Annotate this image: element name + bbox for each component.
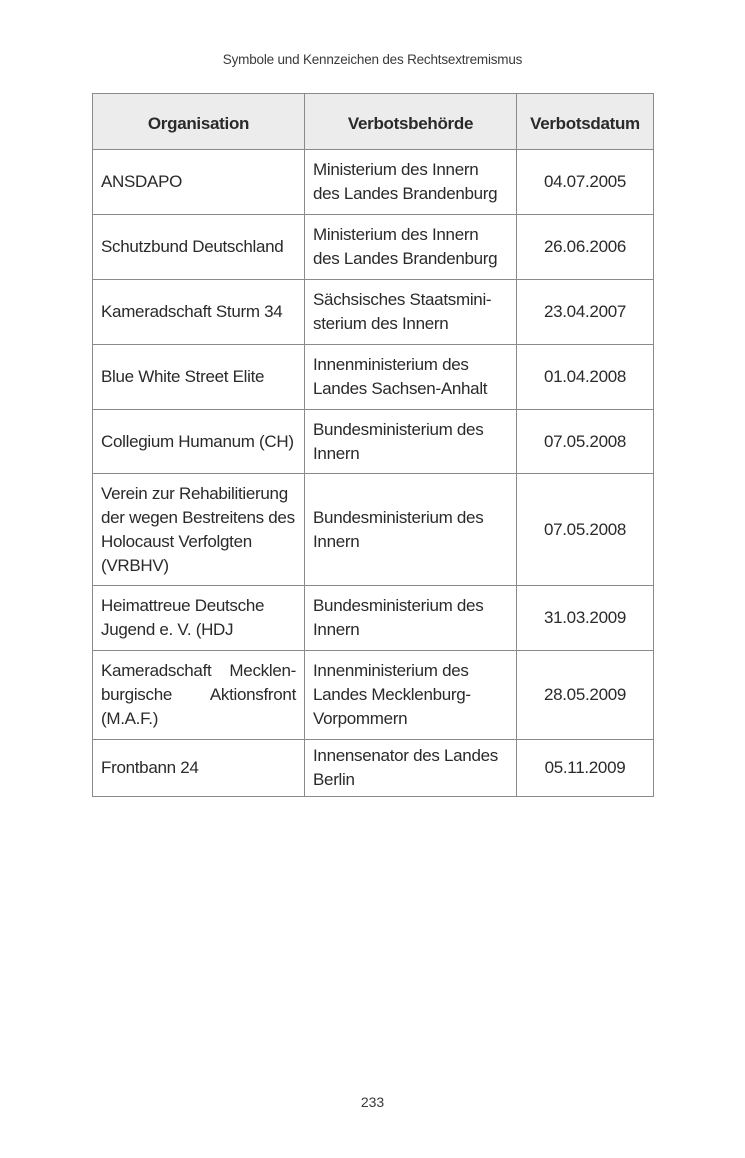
date-cell: 01.04.2008 [517, 345, 654, 410]
table-header-row [93, 94, 654, 150]
organisation-cell: Blue White Street Elite [93, 345, 305, 410]
ban-table [92, 93, 654, 797]
date-cell: 04.07.2005 [517, 150, 654, 215]
authority-cell: Bundesministerium des Innern [305, 474, 517, 586]
date-cell: 23.04.2007 [517, 280, 654, 345]
table-row [93, 215, 654, 280]
organisation-cell: Frontbann 24 [93, 740, 305, 797]
authority-cell: Sächsisches Staatsmini-sterium des Innern [305, 280, 517, 345]
table-row [93, 280, 654, 345]
column-header-authority: Verbotsbehörde [305, 94, 517, 150]
organisation-cell: ANSDAPO [93, 150, 305, 215]
organisation-cell: Heimattreue Deutsche Jugend e. V. (HDJ [93, 586, 305, 651]
authority-cell: Innensenator des Landes Berlin [305, 740, 517, 797]
column-header-date: Verbotsdatum [517, 94, 654, 150]
table-row [93, 586, 654, 651]
date-cell: 28.05.2009 [517, 651, 654, 740]
table-row [93, 345, 654, 410]
page-number: 233 [360, 1094, 385, 1110]
authority-cell: Innenministerium des Landes Mecklenburg-Vorpommern [305, 651, 517, 740]
date-cell: 07.05.2008 [517, 410, 654, 474]
table-row [93, 740, 654, 797]
date-cell: 07.05.2008 [517, 474, 654, 586]
organisation-cell: Collegium Humanum (CH) [93, 410, 305, 474]
organisation-cell: Kameradschaft Mecklen-burgische Aktionsfront (M.A.F.) [93, 651, 305, 740]
organisation-cell: Verein zur Rehabilitierung der wegen Bestreitens des Holocaust Verfolgten (VRBHV) [93, 474, 305, 586]
authority-cell: Bundesministerium des Innern [305, 410, 517, 474]
running-header: Symbole und Kennzeichen des Rechtsextremismus [222, 52, 523, 67]
table-row [93, 474, 654, 586]
authority-cell: Innenministerium des Landes Sachsen-Anhalt [305, 345, 517, 410]
date-cell: 05.11.2009 [517, 740, 654, 797]
authority-cell: Ministerium des Innern des Landes Brandenburg [305, 150, 517, 215]
organisation-cell: Kameradschaft Sturm 34 [93, 280, 305, 345]
table-row [93, 651, 654, 740]
date-cell: 31.03.2009 [517, 586, 654, 651]
table-row [93, 410, 654, 474]
authority-cell: Ministerium des Innern des Landes Brandenburg [305, 215, 517, 280]
column-header-organisation: Organisation [93, 94, 305, 150]
table-row [93, 150, 654, 215]
authority-cell: Bundesministerium des Innern [305, 586, 517, 651]
organisation-cell: Schutzbund Deutschland [93, 215, 305, 280]
date-cell: 26.06.2006 [517, 215, 654, 280]
